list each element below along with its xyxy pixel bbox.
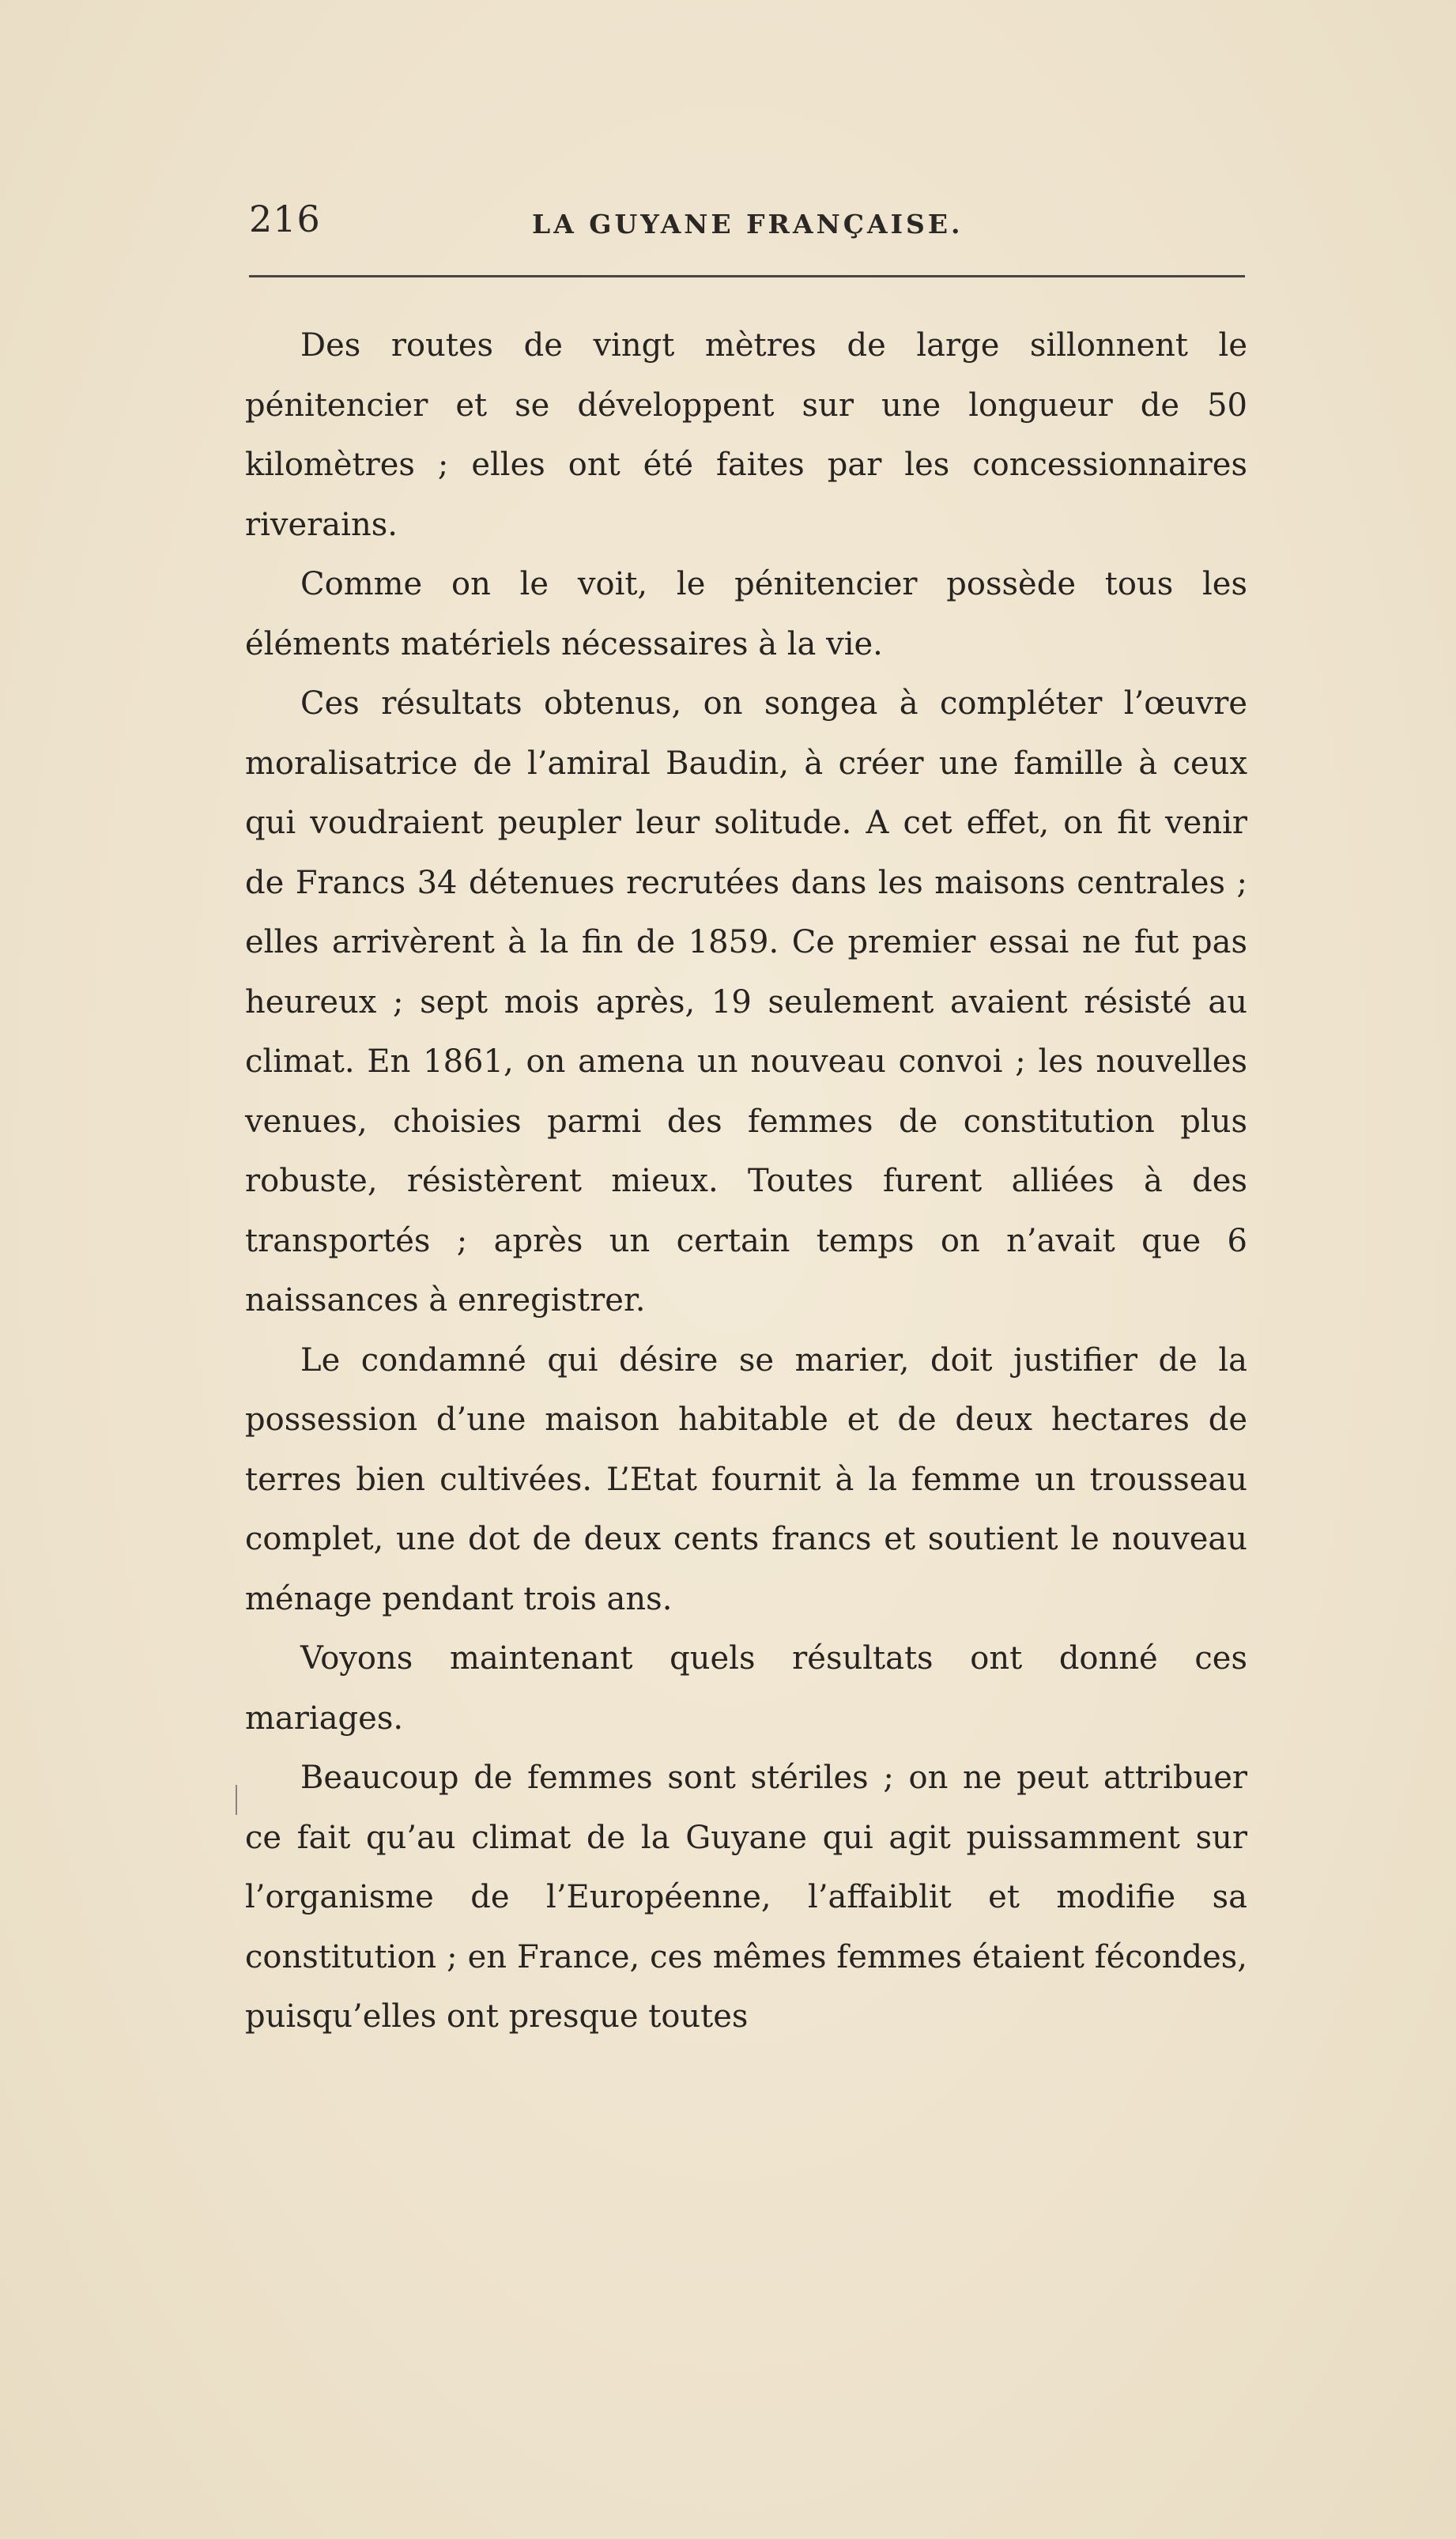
paragraph: Beaucoup de femmes sont stériles ; on ne peut attribuer ce fait qu’au climat de la Guyane qui agit puissamment sur l’organisme de l’Européenne, l’affaiblit et modifie sa constitution ; en France, ces mêmes femmes étaient fécondes, puisqu’elles ont presque toutes (245, 1760, 1247, 2035)
header-rule (249, 275, 1245, 277)
paragraph: Le condamné qui désire se marier, doit justifier de la possession d’une maison habitable et de deux hectares de terres bien cultivées. L’Etat fournit à la femme un trousseau complet, une dot de deux cents francs et soutient le nouveau ménage pendant trois ans. (245, 1341, 1247, 1617)
page-number: 216 (249, 198, 321, 240)
paragraph: Ces résultats obtenus, on songea à compléter l’œuvre moralisatrice de l’amiral Baudin, à créer une famille à ceux qui voudraient peupler leur solitude. A cet effet, on fit venir de Francs 34 détenues recrutées dans les maisons centrales ; elles arrivèrent à la fin de 1859. Ce premier essai ne fut pas heureux ; sept mois après, 19 seulement avaient résisté au climat. En 1861, on amena un nouveau convoi ; les nouvelles venues, choisies parmi des femmes de constitution plus robuste, résistèrent mieux. Toutes furent alliées à des transportés ; après un certain temps on n’avait que 6 naissances à enregistrer. (245, 685, 1247, 1319)
page-header (249, 198, 1245, 253)
paragraph: Des routes de vingt mètres de large sillonnent le pénitencier et se développent sur une longueur de 50 kilomètres ; elles ont été faites par les concessionnaires riverains. (245, 327, 1247, 543)
body-text (245, 316, 1247, 2047)
margin-mark (236, 1785, 237, 1815)
paragraph: Voyons maintenant quels résultats ont donné ces mariages. (245, 1640, 1247, 1737)
running-title: LA GUYANE FRANÇAISE. (532, 209, 964, 240)
paragraph: Comme on le voit, le pénitencier possède tous les éléments matériels nécessaires à la vie. (245, 566, 1247, 662)
